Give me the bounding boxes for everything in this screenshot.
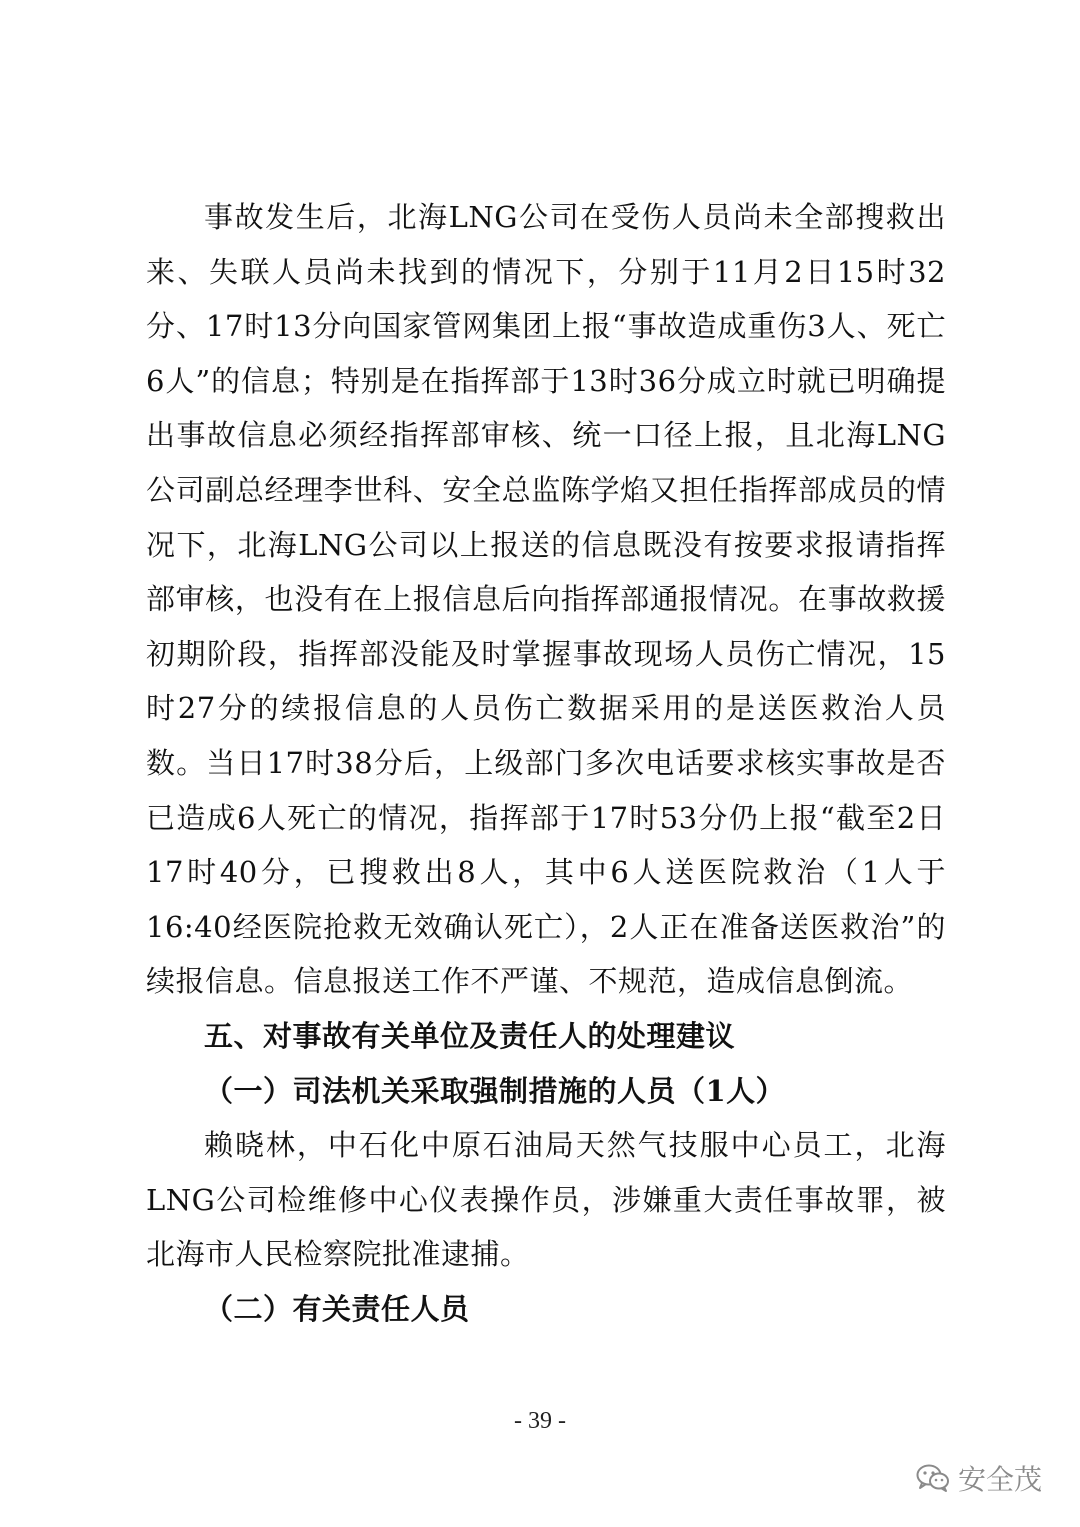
document-body <box>146 190 946 1336</box>
page-number: - 39 - <box>514 1408 566 1434</box>
subsection-heading-2: （二）有关责任人员 <box>204 1291 470 1326</box>
subsection-heading-1: （一）司法机关采取强制措施的人员（1人） <box>204 1073 786 1108</box>
paragraph-info-reporting: 事故发生后，北海LNG公司在受伤人员尚未全部搜救出来、失联人员尚未找到的情况下，分别于11月2日15时32分、17时13分向国家管网集团上报“事故造成重伤3人、死亡6人”的信息；特别是在指挥部于13时36分成立时就已明确提出事故信息必须经指挥部审核、统一口径上报，且北海LNG公司副总经理李世科、安全总监陈学焰又担任指挥部成员的情况下，北海LNG公司以上报送的信息既没有按要求报请指挥部审核，也没有在上报信息后向指挥部通报情况。在事故救援初期阶段，指挥部没能及时掌握事故现场人员伤亡情况，15时27分的续报信息的人员伤亡数据采用的是送医救治人员数。当日17时38分后，上级部门多次电话要求核实事故是否已造成6人死亡的情况，指挥部于17时53分仍上报“截至2日17时40分，已搜救出8人，其中6人送医院救治（1人于16:40经医院抢救无效确认死亡），2人正在准备送医救治”的续报信息。信息报送工作不严谨、不规范，造成信息倒流。 <box>146 200 946 999</box>
paragraph-subsection-1: 赖晓林，中石化中原石油局天然气技服中心员工，北海LNG公司检维修中心仪表操作员，涉嫌重大责任事故罪，被北海市人民检察院批准逮捕。 <box>146 1128 946 1272</box>
section-heading: 五、对事故有关单位及责任人的处理建议 <box>204 1018 736 1053</box>
watermark-text: 安全茂 <box>957 1463 1042 1496</box>
wechat-icon <box>916 1463 950 1493</box>
watermark <box>916 1458 1042 1498</box>
